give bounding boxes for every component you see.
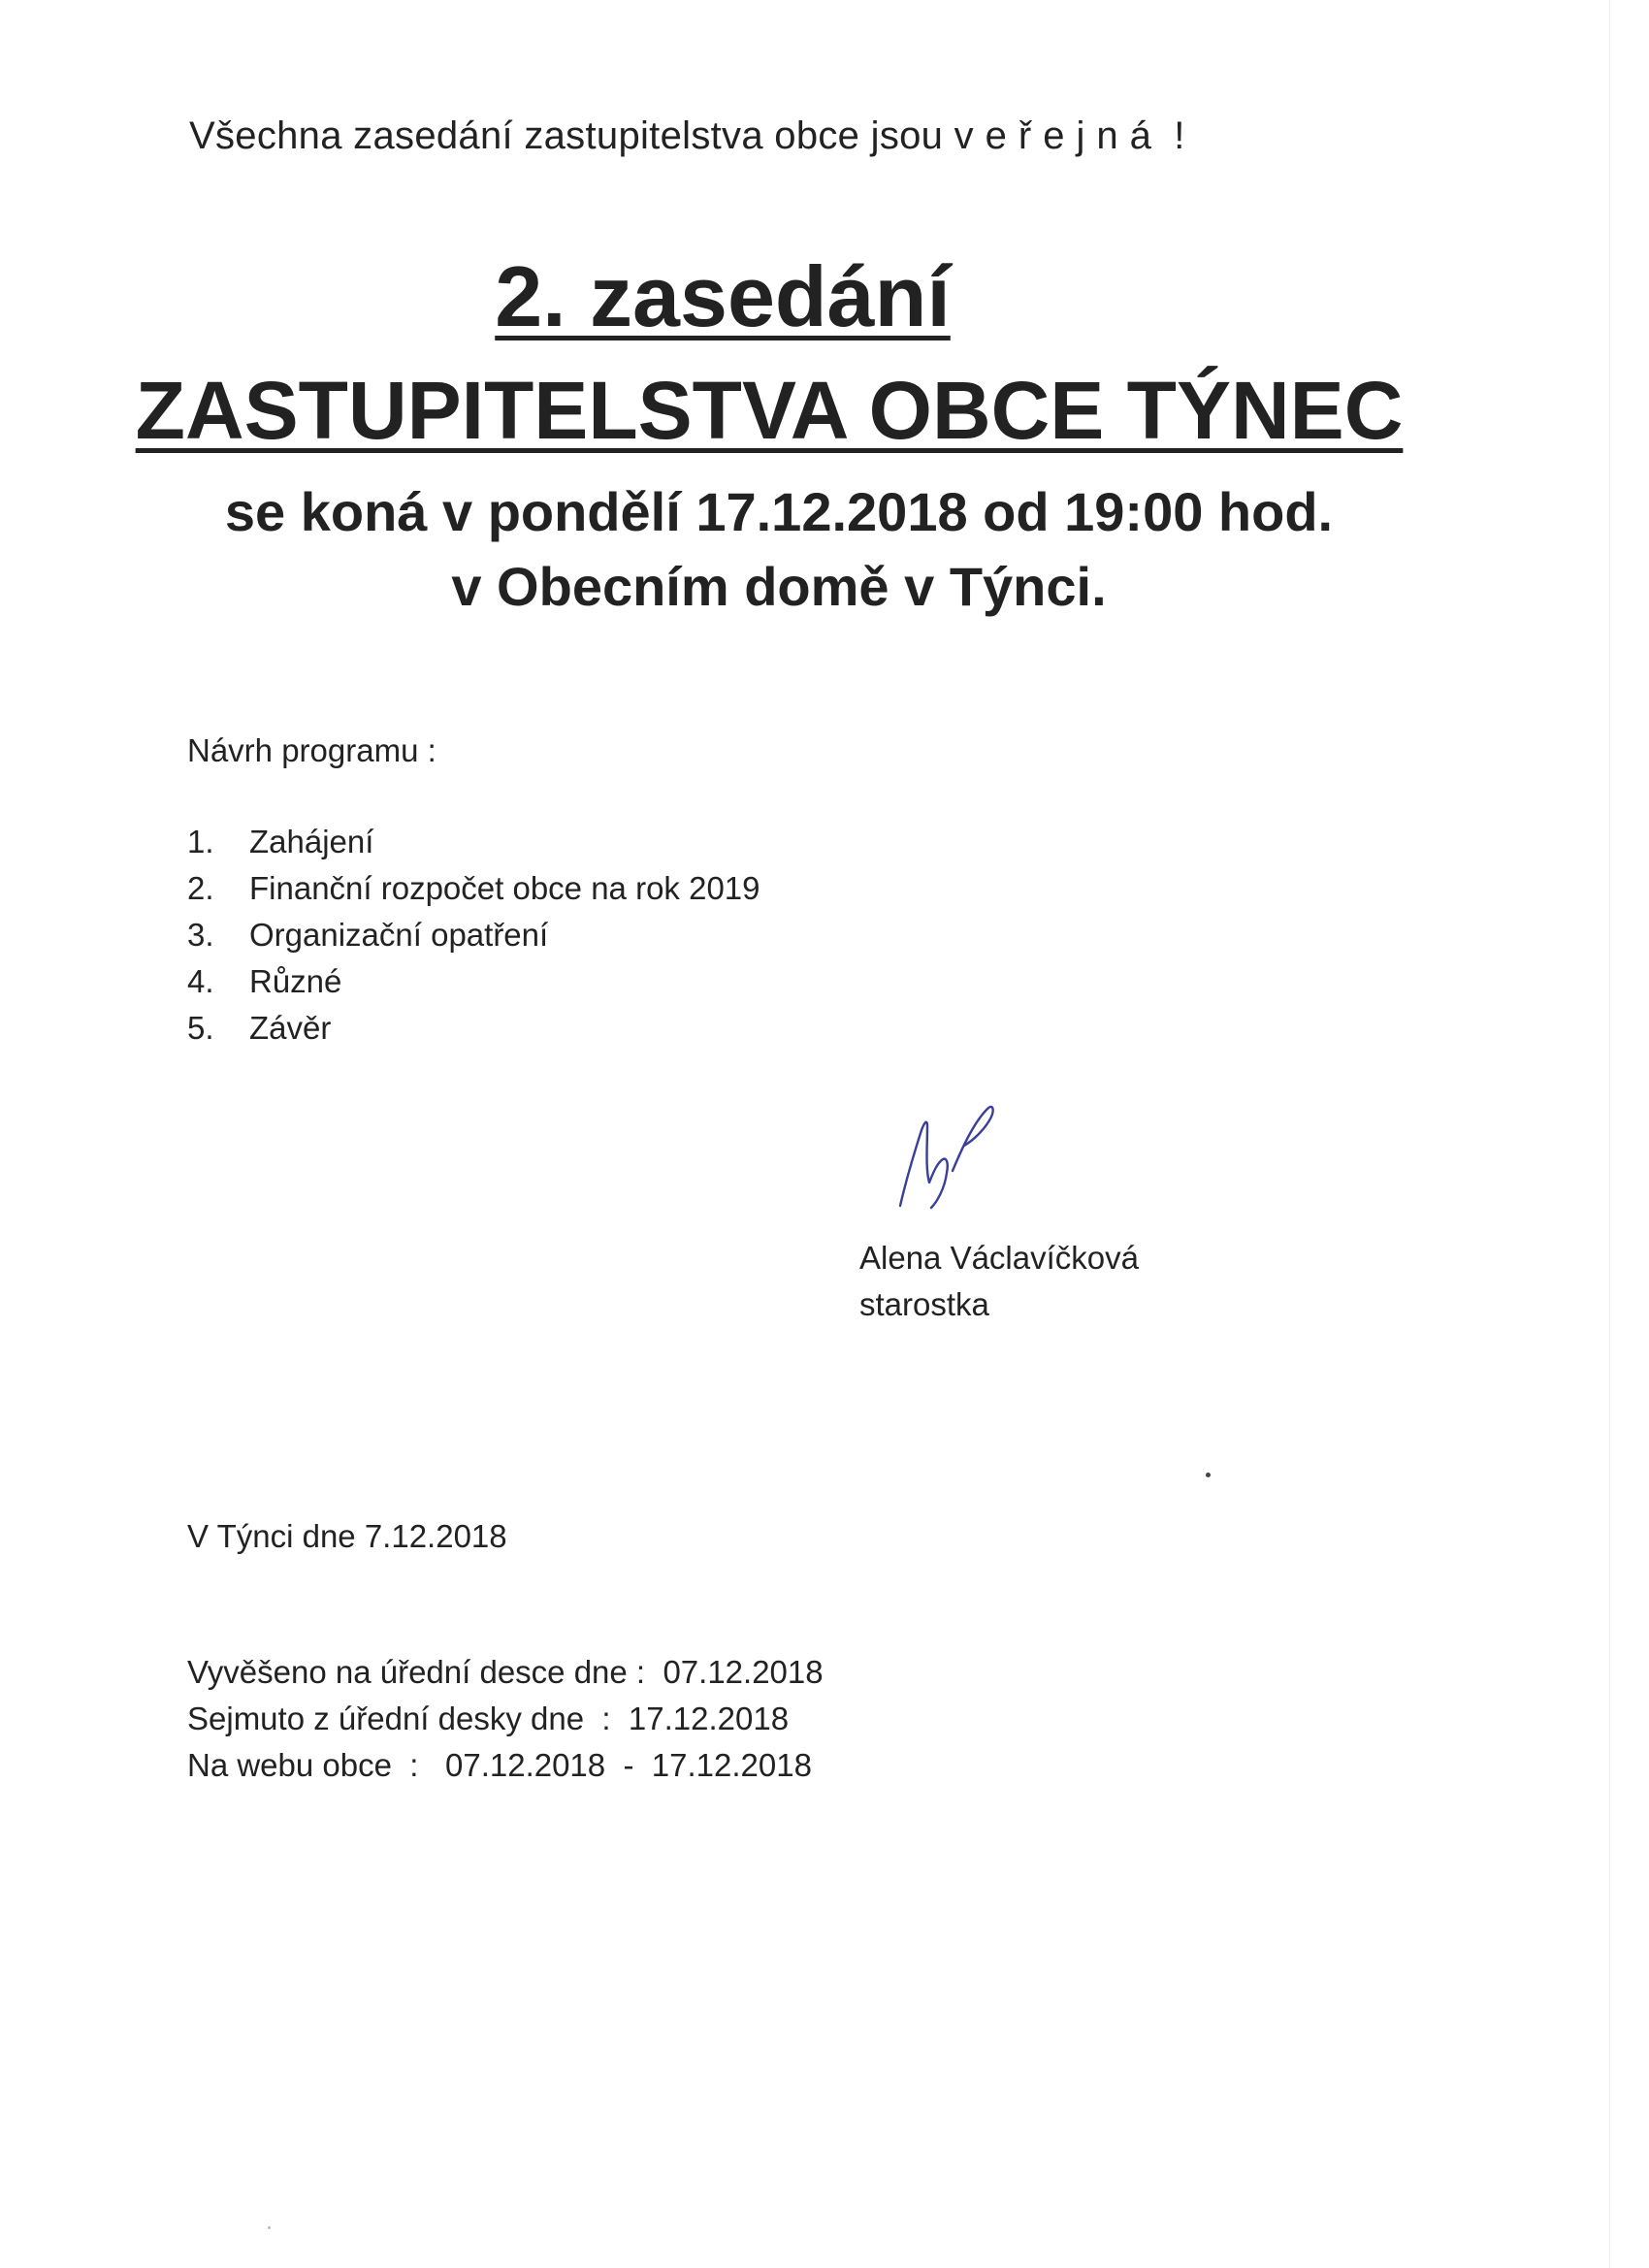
agenda-item-text: Zahájení [249,824,374,859]
program-label: Návrh programu : [187,732,436,768]
signer-name: Alena Václavíčková [859,1240,1139,1276]
agenda-item [187,823,760,869]
council-title [0,364,1594,458]
public-notice-emphasis: veřejná [954,114,1163,157]
handwritten-signature [892,1101,1038,1213]
scan-speck [268,2226,271,2229]
agenda-item-number: 1. [187,824,214,859]
agenda-item-number: 2. [187,870,214,906]
signer-role: starostka [859,1286,989,1322]
agenda-item-text: Různé [249,963,342,999]
meeting-location: v Obecním domě v Týnci. [451,556,1107,617]
signature-stroke [900,1107,993,1208]
removed-date: Sejmuto z úřední desky dne : 17.12.2018 [187,1701,790,1736]
agenda-list [187,823,760,1055]
agenda-item [187,916,760,962]
public-notice-suffix: ! [1162,114,1185,157]
agenda-item-text: Organizační opatření [249,917,549,953]
agenda-item-number: 4. [187,963,214,999]
public-notice-prefix: Všechna zasedání zastupitelstva obce jsou [189,114,954,157]
agenda-item [187,869,760,916]
meeting-datetime: se koná v pondělí 17.12.2018 od 19:00 hod. [224,481,1334,542]
agenda-item-number: 3. [187,917,214,953]
public-notice [189,114,1185,158]
agenda-item-number: 5. [187,1010,214,1046]
agenda-item [187,962,760,1009]
agenda-item-text: Finanční rozpočet obce na rok 2019 [249,870,760,906]
posted-date: Vyvěšeno na úřední desce dne : 07.12.2018 [187,1654,824,1690]
web-dates: Na webu obce : 07.12.2018 - 17.12.2018 [187,1747,812,1783]
scan-edge [1609,0,1610,2268]
agenda-item [187,1009,760,1055]
dateline: V Týnci dne 7.12.2018 [187,1518,507,1554]
session-title-text: 2. zasedání [495,248,951,344]
agenda-item-text: Závěr [249,1010,332,1046]
council-title-text: ZASTUPITELSTVA OBCE TÝNEC [135,365,1404,456]
scan-speck [1206,1473,1211,1477]
session-title [0,247,1547,346]
